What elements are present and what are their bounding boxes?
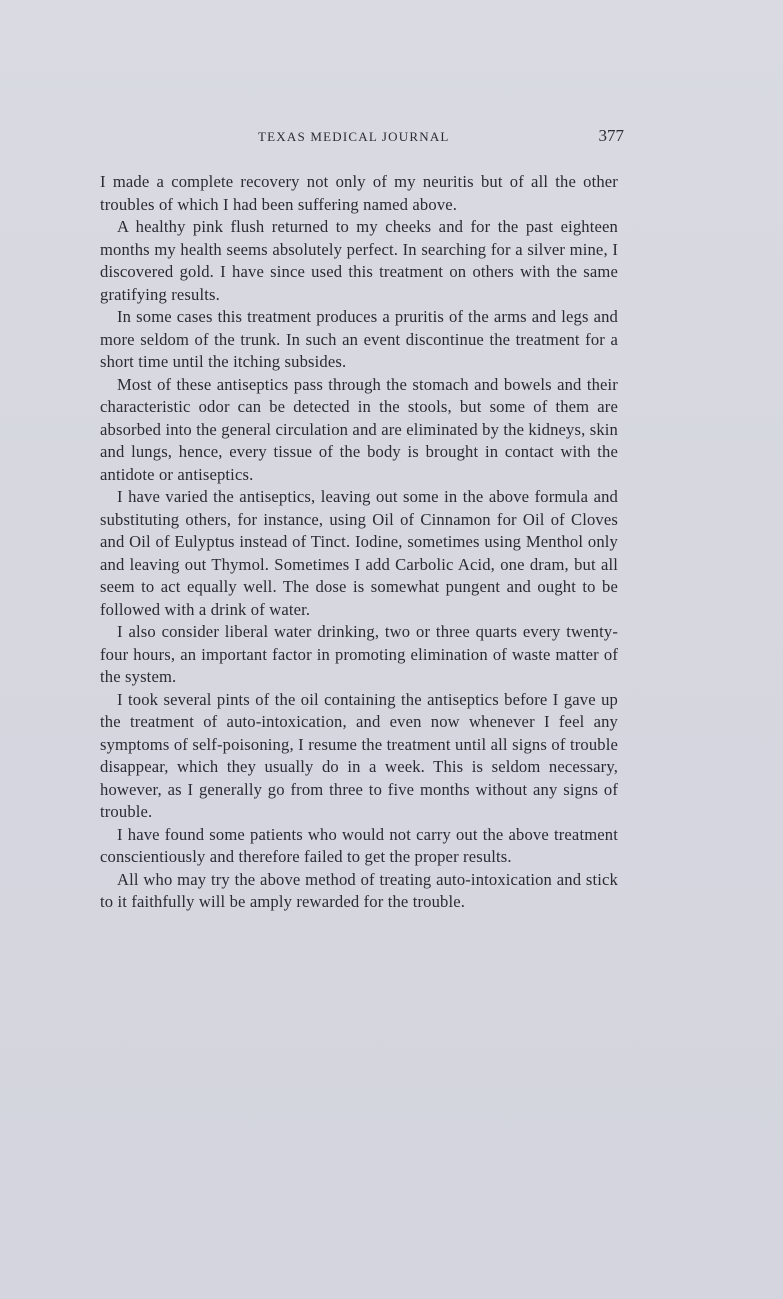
paragraph-varied-antiseptics: I have varied the antiseptics, leaving out some in the above formula and substituting others, for instance, using Oil of Cinnamon for Oil of Cloves and Oil of Eulyptus instead of Tinct. Iodine, sometimes using Menthol only and leaving out Thymol. Sometimes I add Carbolic Acid, one dram, but all seem to act equally well. The dose is somewhat pungent and ought to be followed with a drink of water. (100, 487, 618, 619)
page-number: 377 (598, 126, 624, 145)
paragraph-antiseptics-absorption: Most of these antiseptics pass through the stomach and bowels and their characteristic odor can be detected in the stools, but some of them are absorbed into the general circulation and are eliminated by the kidneys, skin and lungs, hence, every tissue of the body is brought in contact with the antidote or antiseptics. (100, 374, 618, 484)
paragraph-patients: I have found some patients who would not carry out the above treatment conscientiously and therefore failed to get the proper results. (100, 824, 618, 866)
paragraph-conclusion: All who may try the above method of treating auto-intoxication and stick to it faithfully will be amply rewarded for the trouble. (100, 869, 618, 911)
running-head (100, 126, 624, 150)
paragraph-water-drinking: I also consider liberal water drinking, two or three quarts every twenty-four hours, an important factor in promoting elimination of waste matter of the system. (100, 622, 618, 686)
paragraph-recovery: I made a complete recovery not only of my neuritis but of all the other troubles of which I had been suffering named above. (100, 172, 618, 214)
paragraph-several-pints: I took several pints of the oil containing the antiseptics before I gave up the treatment of auto-intoxication, and even now whenever I feel any symptoms of self-poisoning, I resume the treatment until all signs of trouble disappear, which they usually do in a week. This is seldom necessary, however, as I generally go from three to five months without any signs of trouble. (100, 689, 618, 821)
journal-title: TEXAS MEDICAL JOURNAL (258, 129, 450, 144)
article-body (100, 171, 618, 914)
paragraph-pruritis: In some cases this treatment produces a pruritis of the arms and legs and more seldom of the trunk. In such an event discontinue the treatment for a short time until the itching subsides. (100, 307, 618, 371)
paragraph-healthy-flush: A healthy pink flush returned to my cheeks and for the past eighteen months my health seems absolutely perfect. In searching for a silver mine, I discovered gold. I have since used this treatment on others with the same gratifying results. (100, 217, 618, 304)
